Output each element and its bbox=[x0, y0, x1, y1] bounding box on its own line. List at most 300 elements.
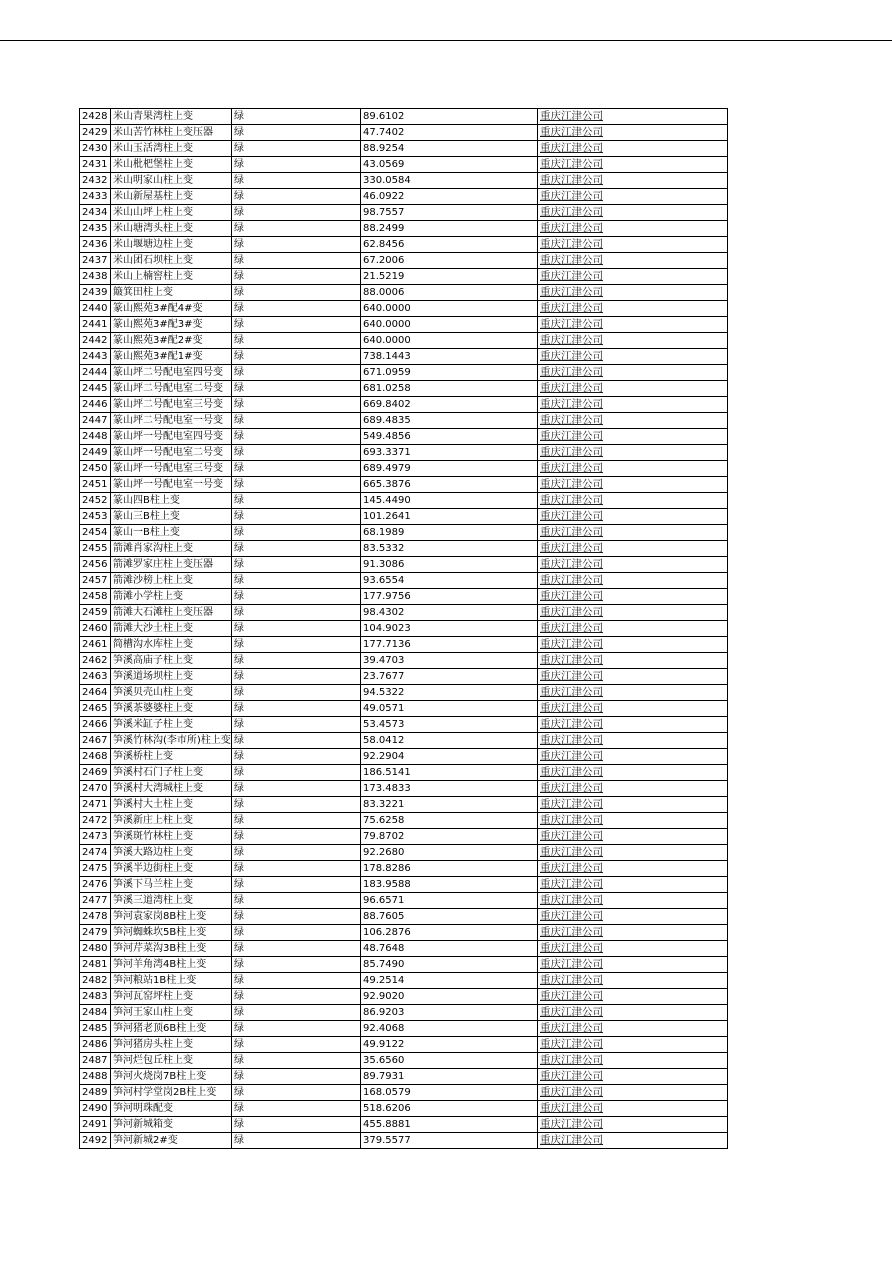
table-row bbox=[80, 173, 728, 189]
company-link[interactable]: 重庆江津公司 bbox=[540, 670, 603, 682]
row-number-cell: 2448 bbox=[80, 429, 111, 445]
status-cell: 绿 bbox=[232, 1085, 361, 1101]
transformer-name-cell: 米山上楠窖柱上变 bbox=[111, 269, 232, 285]
value-cell: 665.3876 bbox=[361, 477, 538, 493]
company-cell bbox=[538, 1037, 728, 1053]
company-cell bbox=[538, 365, 728, 381]
value-cell: 168.0579 bbox=[361, 1085, 538, 1101]
company-cell bbox=[538, 1005, 728, 1021]
company-link[interactable]: 重庆江津公司 bbox=[540, 798, 603, 810]
company-cell bbox=[538, 125, 728, 141]
table-row bbox=[80, 893, 728, 909]
company-link[interactable]: 重庆江津公司 bbox=[540, 750, 603, 762]
company-link[interactable]: 重庆江津公司 bbox=[540, 190, 603, 202]
company-link[interactable]: 重庆江津公司 bbox=[540, 478, 603, 490]
company-cell bbox=[538, 301, 728, 317]
value-cell: 83.5332 bbox=[361, 541, 538, 557]
row-number-cell: 2468 bbox=[80, 749, 111, 765]
row-number-cell: 2449 bbox=[80, 445, 111, 461]
value-cell: 689.4835 bbox=[361, 413, 538, 429]
status-cell: 绿 bbox=[232, 253, 361, 269]
value-cell: 49.9122 bbox=[361, 1037, 538, 1053]
value-cell: 88.9254 bbox=[361, 141, 538, 157]
company-cell bbox=[538, 813, 728, 829]
transformer-name-cell: 笋溪道场坝柱上变 bbox=[111, 669, 232, 685]
company-link[interactable]: 重庆江津公司 bbox=[540, 558, 603, 570]
table-row bbox=[80, 909, 728, 925]
row-number-cell: 2454 bbox=[80, 525, 111, 541]
company-link[interactable]: 重庆江津公司 bbox=[540, 894, 603, 906]
value-cell: 79.8702 bbox=[361, 829, 538, 845]
table-row bbox=[80, 589, 728, 605]
company-link[interactable]: 重庆江津公司 bbox=[540, 862, 603, 874]
status-cell: 绿 bbox=[232, 413, 361, 429]
table-row bbox=[80, 221, 728, 237]
company-link[interactable]: 重庆江津公司 bbox=[540, 574, 603, 586]
company-cell bbox=[538, 253, 728, 269]
company-link[interactable]: 重庆江津公司 bbox=[540, 590, 603, 602]
status-cell: 绿 bbox=[232, 237, 361, 253]
value-cell: 178.8286 bbox=[361, 861, 538, 877]
status-cell: 绿 bbox=[232, 1069, 361, 1085]
company-cell bbox=[538, 109, 728, 125]
table-row bbox=[80, 333, 728, 349]
company-cell bbox=[538, 397, 728, 413]
company-link[interactable]: 重庆江津公司 bbox=[540, 510, 603, 522]
company-link[interactable]: 重庆江津公司 bbox=[540, 686, 603, 698]
value-cell: 186.5141 bbox=[361, 765, 538, 781]
status-cell: 绿 bbox=[232, 749, 361, 765]
company-link[interactable]: 重庆江津公司 bbox=[540, 126, 603, 138]
row-number-cell: 2428 bbox=[80, 109, 111, 125]
status-cell: 绿 bbox=[232, 1133, 361, 1149]
status-cell: 绿 bbox=[232, 1117, 361, 1133]
company-cell bbox=[538, 637, 728, 653]
company-link[interactable]: 重庆江津公司 bbox=[540, 542, 603, 554]
company-link[interactable]: 重庆江津公司 bbox=[540, 974, 603, 986]
company-link[interactable]: 重庆江津公司 bbox=[540, 318, 603, 330]
table-row bbox=[80, 925, 728, 941]
table-row bbox=[80, 845, 728, 861]
row-number-cell: 2441 bbox=[80, 317, 111, 333]
status-cell: 绿 bbox=[232, 221, 361, 237]
table-row bbox=[80, 1085, 728, 1101]
status-cell: 绿 bbox=[232, 109, 361, 125]
company-cell bbox=[538, 685, 728, 701]
company-cell bbox=[538, 701, 728, 717]
row-number-cell: 2440 bbox=[80, 301, 111, 317]
transformer-name-cell: 笋河王家山柱上变 bbox=[111, 1005, 232, 1021]
row-number-cell: 2437 bbox=[80, 253, 111, 269]
status-cell: 绿 bbox=[232, 605, 361, 621]
transformer-name-cell: 笋河村学堂岗2B柱上变 bbox=[111, 1085, 232, 1101]
value-cell: 21.5219 bbox=[361, 269, 538, 285]
status-cell: 绿 bbox=[232, 1037, 361, 1053]
table-row bbox=[80, 973, 728, 989]
row-number-cell: 2485 bbox=[80, 1021, 111, 1037]
company-link[interactable]: 重庆江津公司 bbox=[540, 718, 603, 730]
value-cell: 75.6258 bbox=[361, 813, 538, 829]
row-number-cell: 2456 bbox=[80, 557, 111, 573]
transformer-name-cell: 篆山熙苑3#配4#变 bbox=[111, 301, 232, 317]
transformer-name-cell: 箭滩大沙土柱上变 bbox=[111, 621, 232, 637]
transformer-name-cell: 笋溪下马兰柱上变 bbox=[111, 877, 232, 893]
company-cell bbox=[538, 429, 728, 445]
status-cell: 绿 bbox=[232, 765, 361, 781]
company-link[interactable]: 重庆江津公司 bbox=[540, 734, 603, 746]
table-row bbox=[80, 749, 728, 765]
company-cell bbox=[538, 205, 728, 221]
transformer-name-cell: 笋河新城箱变 bbox=[111, 1117, 232, 1133]
company-cell bbox=[538, 669, 728, 685]
company-cell bbox=[538, 189, 728, 205]
table-row bbox=[80, 1133, 728, 1149]
status-cell: 绿 bbox=[232, 797, 361, 813]
value-cell: 183.9588 bbox=[361, 877, 538, 893]
company-link[interactable]: 重庆江津公司 bbox=[540, 350, 603, 362]
company-cell bbox=[538, 269, 728, 285]
status-cell: 绿 bbox=[232, 621, 361, 637]
company-cell bbox=[538, 733, 728, 749]
company-cell bbox=[538, 493, 728, 509]
table-row bbox=[80, 397, 728, 413]
value-cell: 92.2680 bbox=[361, 845, 538, 861]
company-link[interactable]: 重庆江津公司 bbox=[540, 302, 603, 314]
status-cell: 绿 bbox=[232, 125, 361, 141]
company-link[interactable]: 重庆江津公司 bbox=[540, 334, 603, 346]
company-cell bbox=[538, 909, 728, 925]
row-number-cell: 2472 bbox=[80, 813, 111, 829]
transformer-name-cell: 笋溪桥柱上变 bbox=[111, 749, 232, 765]
company-cell bbox=[538, 237, 728, 253]
value-cell: 104.9023 bbox=[361, 621, 538, 637]
transformer-name-cell: 笋溪竹林沟(李市所)柱上变 bbox=[111, 733, 232, 749]
company-cell bbox=[538, 973, 728, 989]
value-cell: 62.8456 bbox=[361, 237, 538, 253]
company-cell bbox=[538, 861, 728, 877]
row-number-cell: 2475 bbox=[80, 861, 111, 877]
company-link[interactable]: 重庆江津公司 bbox=[540, 446, 603, 458]
company-link[interactable]: 重庆江津公司 bbox=[540, 462, 603, 474]
table-row bbox=[80, 829, 728, 845]
value-cell: 53.4573 bbox=[361, 717, 538, 733]
value-cell: 35.6560 bbox=[361, 1053, 538, 1069]
company-link[interactable]: 重庆江津公司 bbox=[540, 110, 603, 122]
transformer-name-cell: 笋河袁家岗8B柱上变 bbox=[111, 909, 232, 925]
company-link[interactable]: 重庆江津公司 bbox=[540, 814, 603, 826]
status-cell: 绿 bbox=[232, 461, 361, 477]
company-link[interactable]: 重庆江津公司 bbox=[540, 942, 603, 954]
table-row bbox=[80, 733, 728, 749]
data-table bbox=[79, 108, 728, 1149]
row-number-cell: 2479 bbox=[80, 925, 111, 941]
row-number-cell: 2458 bbox=[80, 589, 111, 605]
company-link[interactable]: 重庆江津公司 bbox=[540, 782, 603, 794]
value-cell: 92.9020 bbox=[361, 989, 538, 1005]
company-cell bbox=[538, 477, 728, 493]
company-cell bbox=[538, 829, 728, 845]
status-cell: 绿 bbox=[232, 445, 361, 461]
value-cell: 94.5322 bbox=[361, 685, 538, 701]
company-link[interactable]: 重庆江津公司 bbox=[540, 526, 603, 538]
transformer-name-cell: 篆山坪一号配电室四号变 bbox=[111, 429, 232, 445]
company-cell bbox=[538, 589, 728, 605]
company-link[interactable]: 重庆江津公司 bbox=[540, 878, 603, 890]
value-cell: 640.0000 bbox=[361, 317, 538, 333]
row-number-cell: 2489 bbox=[80, 1085, 111, 1101]
transformer-name-cell: 篆山坪二号配电室二号变 bbox=[111, 381, 232, 397]
transformer-name-cell: 米山明家山柱上变 bbox=[111, 173, 232, 189]
company-link[interactable]: 重庆江津公司 bbox=[540, 990, 603, 1002]
company-cell bbox=[538, 877, 728, 893]
status-cell: 绿 bbox=[232, 141, 361, 157]
status-cell: 绿 bbox=[232, 525, 361, 541]
transformer-name-cell: 笋溪茶婆婆柱上变 bbox=[111, 701, 232, 717]
table-row bbox=[80, 205, 728, 221]
status-cell: 绿 bbox=[232, 685, 361, 701]
row-number-cell: 2488 bbox=[80, 1069, 111, 1085]
company-link[interactable]: 重庆江津公司 bbox=[540, 254, 603, 266]
status-cell: 绿 bbox=[232, 285, 361, 301]
row-number-cell: 2452 bbox=[80, 493, 111, 509]
transformer-name-cell: 篆山三B柱上变 bbox=[111, 509, 232, 525]
row-number-cell: 2453 bbox=[80, 509, 111, 525]
company-link[interactable]: 重庆江津公司 bbox=[540, 958, 603, 970]
transformer-name-cell: 箭滩肖家沟柱上变 bbox=[111, 541, 232, 557]
table-body bbox=[80, 109, 728, 1149]
company-link[interactable]: 重庆江津公司 bbox=[540, 430, 603, 442]
value-cell: 89.7931 bbox=[361, 1069, 538, 1085]
company-cell bbox=[538, 221, 728, 237]
company-cell bbox=[538, 845, 728, 861]
company-link[interactable]: 重庆江津公司 bbox=[540, 1118, 603, 1130]
value-cell: 49.2514 bbox=[361, 973, 538, 989]
transformer-name-cell: 笋河芹菜沟3B柱上变 bbox=[111, 941, 232, 957]
transformer-name-cell: 米山团石坝柱上变 bbox=[111, 253, 232, 269]
company-link[interactable]: 重庆江津公司 bbox=[540, 494, 603, 506]
status-cell: 绿 bbox=[232, 573, 361, 589]
value-cell: 669.8402 bbox=[361, 397, 538, 413]
table-row bbox=[80, 765, 728, 781]
value-cell: 86.9203 bbox=[361, 1005, 538, 1021]
company-link[interactable]: 重庆江津公司 bbox=[540, 1006, 603, 1018]
company-cell bbox=[538, 333, 728, 349]
table-row bbox=[80, 1005, 728, 1021]
transformer-name-cell: 米山青果湾柱上变 bbox=[111, 109, 232, 125]
value-cell: 330.0584 bbox=[361, 173, 538, 189]
value-cell: 640.0000 bbox=[361, 333, 538, 349]
status-cell: 绿 bbox=[232, 349, 361, 365]
status-cell: 绿 bbox=[232, 637, 361, 653]
company-link[interactable]: 重庆江津公司 bbox=[540, 174, 603, 186]
transformer-name-cell: 篆山四B柱上变 bbox=[111, 493, 232, 509]
company-link[interactable]: 重庆江津公司 bbox=[540, 1022, 603, 1034]
table-row bbox=[80, 525, 728, 541]
value-cell: 93.6554 bbox=[361, 573, 538, 589]
status-cell: 绿 bbox=[232, 493, 361, 509]
value-cell: 39.4703 bbox=[361, 653, 538, 669]
transformer-name-cell: 篆山坪一号配电室一号变 bbox=[111, 477, 232, 493]
company-link[interactable]: 重庆江津公司 bbox=[540, 414, 603, 426]
company-cell bbox=[538, 1053, 728, 1069]
table-row bbox=[80, 685, 728, 701]
status-cell: 绿 bbox=[232, 301, 361, 317]
table-row bbox=[80, 445, 728, 461]
value-cell: 689.4979 bbox=[361, 461, 538, 477]
status-cell: 绿 bbox=[232, 733, 361, 749]
status-cell: 绿 bbox=[232, 557, 361, 573]
company-link[interactable]: 重庆江津公司 bbox=[540, 382, 603, 394]
table-row bbox=[80, 653, 728, 669]
row-number-cell: 2487 bbox=[80, 1053, 111, 1069]
company-link[interactable]: 重庆江津公司 bbox=[540, 910, 603, 922]
company-cell bbox=[538, 381, 728, 397]
table-row bbox=[80, 989, 728, 1005]
company-link[interactable]: 重庆江津公司 bbox=[540, 1054, 603, 1066]
status-cell: 绿 bbox=[232, 1021, 361, 1037]
row-number-cell: 2469 bbox=[80, 765, 111, 781]
status-cell: 绿 bbox=[232, 717, 361, 733]
company-link[interactable]: 重庆江津公司 bbox=[540, 142, 603, 154]
status-cell: 绿 bbox=[232, 189, 361, 205]
company-link[interactable]: 重庆江津公司 bbox=[540, 654, 603, 666]
company-link[interactable]: 重庆江津公司 bbox=[540, 622, 603, 634]
table-row bbox=[80, 701, 728, 717]
transformer-name-cell: 笋溪贝壳山柱上变 bbox=[111, 685, 232, 701]
company-link[interactable]: 重庆江津公司 bbox=[540, 766, 603, 778]
company-cell bbox=[538, 557, 728, 573]
table-row bbox=[80, 813, 728, 829]
status-cell: 绿 bbox=[232, 973, 361, 989]
status-cell: 绿 bbox=[232, 989, 361, 1005]
value-cell: 101.2641 bbox=[361, 509, 538, 525]
transformer-name-cell: 米山苦竹林柱上变压器 bbox=[111, 125, 232, 141]
company-cell bbox=[538, 893, 728, 909]
value-cell: 98.7557 bbox=[361, 205, 538, 221]
company-cell bbox=[538, 781, 728, 797]
company-link[interactable]: 重庆江津公司 bbox=[540, 846, 603, 858]
company-link[interactable]: 重庆江津公司 bbox=[540, 398, 603, 410]
transformer-name-cell: 箭滩小学柱上变 bbox=[111, 589, 232, 605]
status-cell: 绿 bbox=[232, 477, 361, 493]
transformer-name-cell: 笋河蜘蛛坎5B柱上变 bbox=[111, 925, 232, 941]
company-link[interactable]: 重庆江津公司 bbox=[540, 238, 603, 250]
company-link[interactable]: 重庆江津公司 bbox=[540, 926, 603, 938]
company-link[interactable]: 重庆江津公司 bbox=[540, 1070, 603, 1082]
table-row bbox=[80, 637, 728, 653]
company-cell bbox=[538, 541, 728, 557]
company-link[interactable]: 重庆江津公司 bbox=[540, 222, 603, 234]
table-row bbox=[80, 1069, 728, 1085]
row-number-cell: 2492 bbox=[80, 1133, 111, 1149]
row-number-cell: 2455 bbox=[80, 541, 111, 557]
transformer-name-cell: 笋溪大路边柱上变 bbox=[111, 845, 232, 861]
transformer-name-cell: 米山枇杷堡柱上变 bbox=[111, 157, 232, 173]
company-cell bbox=[538, 1069, 728, 1085]
value-cell: 48.7648 bbox=[361, 941, 538, 957]
transformer-name-cell: 米山玉活湾柱上变 bbox=[111, 141, 232, 157]
company-link[interactable]: 重庆江津公司 bbox=[540, 270, 603, 282]
status-cell: 绿 bbox=[232, 909, 361, 925]
status-cell: 绿 bbox=[232, 1101, 361, 1117]
company-cell bbox=[538, 461, 728, 477]
value-cell: 49.0571 bbox=[361, 701, 538, 717]
company-link[interactable]: 重庆江津公司 bbox=[540, 702, 603, 714]
value-cell: 106.2876 bbox=[361, 925, 538, 941]
row-number-cell: 2478 bbox=[80, 909, 111, 925]
company-link[interactable]: 重庆江津公司 bbox=[540, 830, 603, 842]
value-cell: 96.6571 bbox=[361, 893, 538, 909]
company-cell bbox=[538, 957, 728, 973]
transformer-name-cell: 篆山坪二号配电室一号变 bbox=[111, 413, 232, 429]
row-number-cell: 2445 bbox=[80, 381, 111, 397]
status-cell: 绿 bbox=[232, 317, 361, 333]
row-number-cell: 2460 bbox=[80, 621, 111, 637]
transformer-name-cell: 笋河猪房头柱上变 bbox=[111, 1037, 232, 1053]
status-cell: 绿 bbox=[232, 653, 361, 669]
row-number-cell: 2436 bbox=[80, 237, 111, 253]
company-link[interactable]: 重庆江津公司 bbox=[540, 1086, 603, 1098]
company-cell bbox=[538, 525, 728, 541]
company-link[interactable]: 重庆江津公司 bbox=[540, 366, 603, 378]
row-number-cell: 2451 bbox=[80, 477, 111, 493]
transformer-name-cell: 笋溪高庙子柱上变 bbox=[111, 653, 232, 669]
row-number-cell: 2429 bbox=[80, 125, 111, 141]
transformer-name-cell: 米山塘湾头柱上变 bbox=[111, 221, 232, 237]
row-number-cell: 2483 bbox=[80, 989, 111, 1005]
table-row bbox=[80, 781, 728, 797]
status-cell: 绿 bbox=[232, 1053, 361, 1069]
table-row bbox=[80, 317, 728, 333]
status-cell: 绿 bbox=[232, 701, 361, 717]
company-link[interactable]: 重庆江津公司 bbox=[540, 1134, 603, 1146]
value-cell: 518.6206 bbox=[361, 1101, 538, 1117]
transformer-name-cell: 篆山坪二号配电室四号变 bbox=[111, 365, 232, 381]
row-number-cell: 2466 bbox=[80, 717, 111, 733]
row-number-cell: 2434 bbox=[80, 205, 111, 221]
row-number-cell: 2446 bbox=[80, 397, 111, 413]
value-cell: 43.0569 bbox=[361, 157, 538, 173]
company-link[interactable]: 重庆江津公司 bbox=[540, 1102, 603, 1114]
company-link[interactable]: 重庆江津公司 bbox=[540, 1038, 603, 1050]
status-cell: 绿 bbox=[232, 509, 361, 525]
transformer-name-cell: 笋河新城2#变 bbox=[111, 1133, 232, 1149]
company-link[interactable]: 重庆江津公司 bbox=[540, 158, 603, 170]
table-row bbox=[80, 429, 728, 445]
value-cell: 549.4856 bbox=[361, 429, 538, 445]
company-link[interactable]: 重庆江津公司 bbox=[540, 206, 603, 218]
table-row bbox=[80, 1053, 728, 1069]
transformer-name-cell: 简槽沟水库柱上变 bbox=[111, 637, 232, 653]
table-row bbox=[80, 1021, 728, 1037]
value-cell: 47.7402 bbox=[361, 125, 538, 141]
company-link[interactable]: 重庆江津公司 bbox=[540, 638, 603, 650]
row-number-cell: 2474 bbox=[80, 845, 111, 861]
company-cell bbox=[538, 925, 728, 941]
company-cell bbox=[538, 445, 728, 461]
status-cell: 绿 bbox=[232, 205, 361, 221]
row-number-cell: 2443 bbox=[80, 349, 111, 365]
company-link[interactable]: 重庆江津公司 bbox=[540, 286, 603, 298]
table-row bbox=[80, 477, 728, 493]
row-number-cell: 2480 bbox=[80, 941, 111, 957]
row-number-cell: 2430 bbox=[80, 141, 111, 157]
company-cell bbox=[538, 285, 728, 301]
row-number-cell: 2459 bbox=[80, 605, 111, 621]
company-cell bbox=[538, 573, 728, 589]
company-link[interactable]: 重庆江津公司 bbox=[540, 606, 603, 618]
table-row bbox=[80, 349, 728, 365]
